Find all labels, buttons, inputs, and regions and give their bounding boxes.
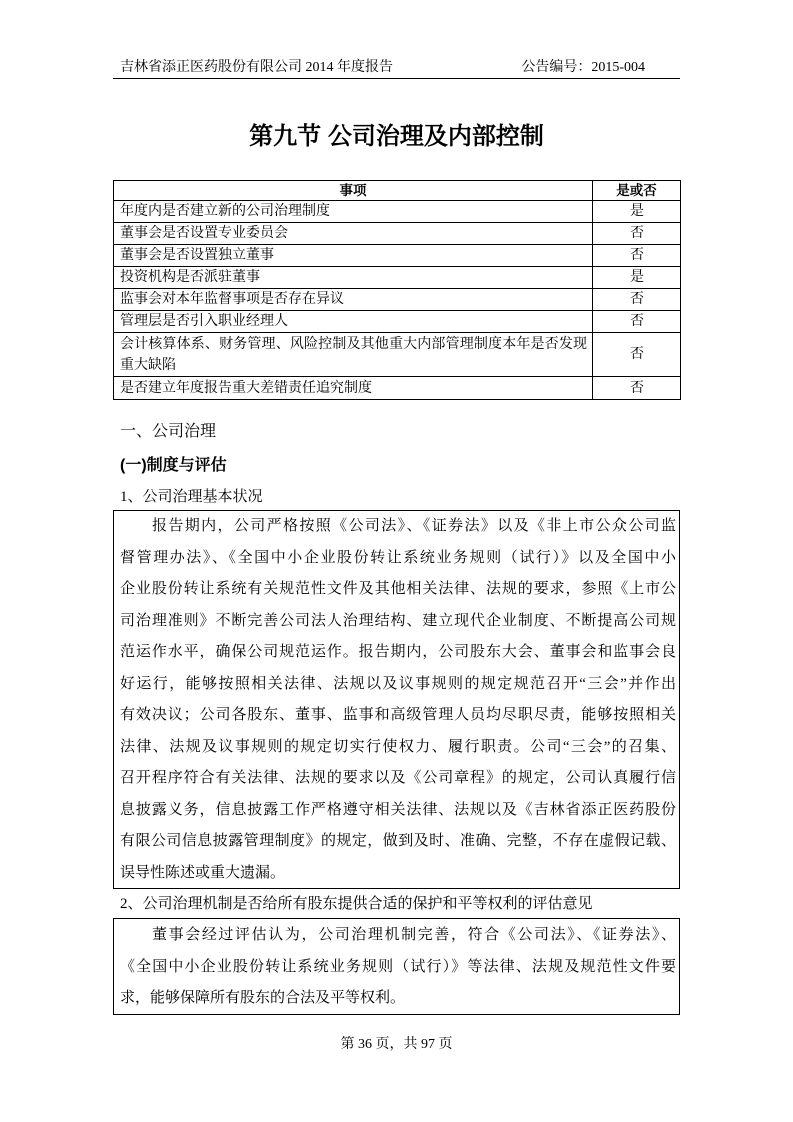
table-header-item: 事项 (114, 181, 593, 201)
paragraph-line: 误导性陈述或重大遗漏。 (120, 864, 286, 881)
section-heading: 一、公司治理 (120, 423, 217, 440)
paragraph-line: 息披露义务，信息披露工作严格遵守相关法律、法规以及《吉林省添正医药股份 (120, 801, 676, 818)
table-row (114, 289, 681, 311)
table-cell-item: 董事会是否设置专业委员会 (114, 223, 593, 245)
paragraph-line: 求，能够保障所有股东的合法及平等权利。 (120, 990, 406, 1006)
paragraph-line: 企业股份转让系统有关规范性文件及其他相关法律、法规的要求，参照《上市公 (120, 581, 676, 597)
subsection-heading: (一)制度与评估 (120, 457, 227, 474)
table-cell-answer: 否 (593, 289, 681, 311)
table-row (114, 377, 681, 400)
header-rule (113, 78, 680, 79)
table-cell-answer: 是 (593, 201, 681, 223)
table-cell-answer: 否 (593, 245, 681, 267)
basic-status-box (113, 510, 680, 889)
table-cell-answer: 是 (593, 267, 681, 289)
table-cell-answer: 否 (593, 311, 681, 333)
table-row (114, 311, 681, 333)
paragraph-line: 《全国中小企业股份转让系统业务规则（试行）》等法律、法规及规范性文件要 (120, 958, 676, 975)
table-cell-answer: 否 (593, 223, 681, 245)
table-header-answer: 是或否 (593, 181, 681, 201)
paragraph-line: 范运作水平，确保公司规范运作。报告期内，公司股东大会、董事会和监事会良 (120, 644, 676, 660)
table-cell-answer: 否 (593, 377, 681, 400)
table-cell-item: 董事会是否设置独立董事 (114, 245, 593, 267)
page-title: 第九节 公司治理及内部控制 (249, 123, 544, 150)
table-cell-item: 年度内是否建立新的公司治理制度 (114, 201, 593, 223)
paragraph-line: 报告期内，公司严格按照《公司法》、《证券法》以及《非上市公众公司监 (152, 518, 676, 534)
table-row (114, 223, 681, 245)
paragraph-line: 法律、法规及议事规则的规定切实行使权力、履行职责。公司“三会”的召集、 (120, 738, 676, 755)
evaluation-title: 2、公司治理机制是否给所有股东提供合适的保护和平等权利的评估意见 (120, 896, 593, 912)
paragraph-line: 好运行，能够按照相关法律、法规以及议事规则的规定规范召开“三会”并作出 (120, 675, 676, 692)
governance-summary-table (113, 180, 681, 400)
table-header-row (114, 181, 681, 201)
table-row (114, 245, 681, 267)
page-number: 第 36 页，共 97 页 (340, 1037, 453, 1052)
paragraph-line: 有限公司信息披露管理制度》的规定，做到及时、准确、完整，不存在虚假记载、 (120, 833, 676, 849)
header-announcement-number: 公告编号：2015-004 (521, 60, 645, 75)
table-cell-answer: 否 (593, 333, 681, 377)
table-cell-item: 监事会对本年监督事项是否存在异议 (114, 289, 593, 311)
evaluation-box (113, 918, 680, 1015)
header-report-title: 吉林省添正医药股份有限公司 2014 年度报告 (120, 60, 393, 75)
paragraph-line: 董事会经过评估认为，公司治理机制完善，符合《公司法》、《证券法》、 (152, 927, 676, 943)
paragraph-line: 召开程序符合有关法律、法规的要求以及《公司章程》的规定，公司认真履行信 (120, 770, 676, 786)
table-row (114, 333, 681, 377)
table-cell-item: 管理层是否引入职业经理人 (114, 311, 593, 333)
table-cell-item: 会计核算体系、财务管理、风险控制及其他重大内部管理制度本年是否发现重大缺陷 (114, 333, 593, 377)
table-row (114, 201, 681, 223)
paragraph-line: 督管理办法》、《全国中小企业股份转让系统业务规则（试行）》以及全国中小 (120, 549, 676, 566)
basic-status-title: 1、公司治理基本状况 (120, 489, 263, 505)
paragraph-line: 有效决议；公司各股东、董事、监事和高级管理人员均尽职尽责，能够按照相关 (120, 707, 676, 723)
paragraph-line: 司治理准则》不断完善公司法人治理结构、建立现代企业制度、不断提高公司规 (120, 612, 676, 629)
table-row (114, 267, 681, 289)
table-cell-item: 是否建立年度报告重大差错责任追究制度 (114, 377, 593, 400)
table-cell-item: 投资机构是否派驻董事 (114, 267, 593, 289)
